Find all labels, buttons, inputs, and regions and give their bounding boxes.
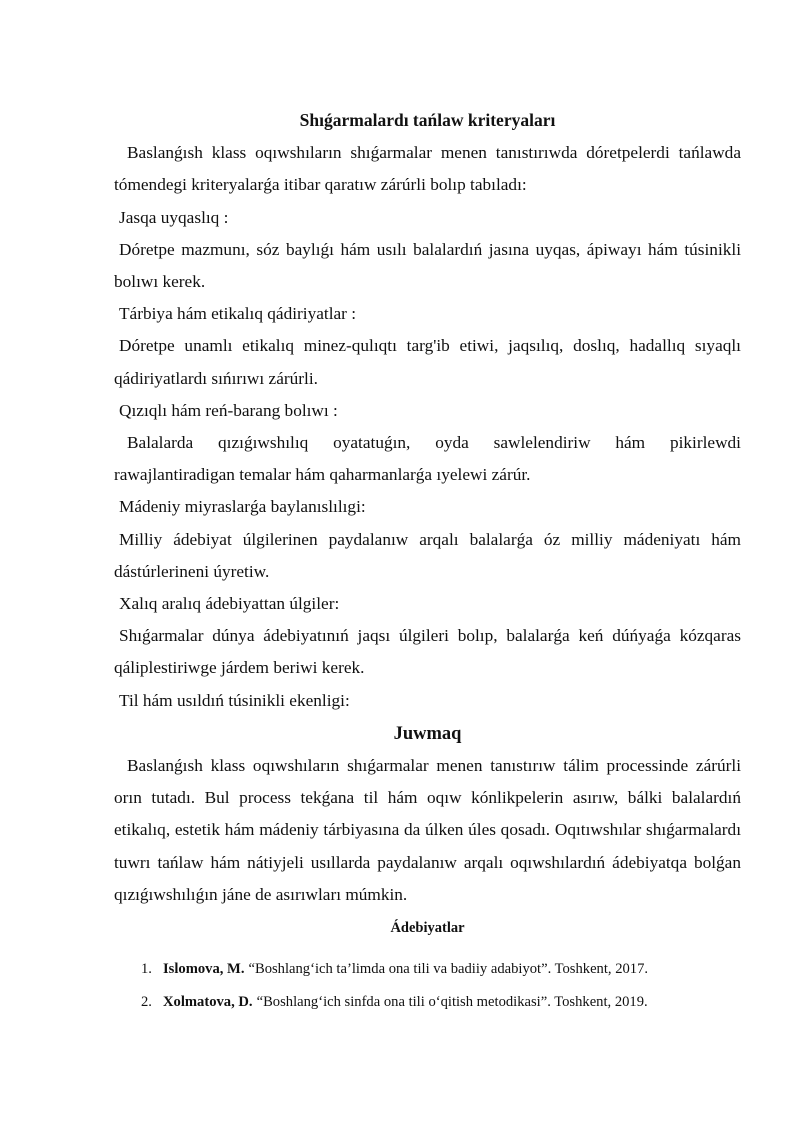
references-heading: Ádebiyatlar [390, 920, 465, 937]
reference-number: 1. [141, 961, 152, 978]
criterion-heading: Jasqa uyqaslıq : [119, 207, 229, 227]
criterion-text: Dóretpe mazmunı, sóz baylıǵı hám usılı balalardıń jasına uyqas, ápiwayı hám túsinikli bolıwı kerek. [114, 239, 741, 292]
criterion-heading: Til hám usıldıń túsinikli ekenligi: [119, 690, 350, 710]
reference-title: “Boshlang‘ich sinfda ona tili o‘qitish metodikasi”. Toshkent, 2019. [256, 994, 648, 1011]
criterion-heading: Mádeniy miyraslarǵa baylanıslılıgi: [119, 497, 366, 517]
criterion-heading: Tárbiya hám etikalıq qádiriyatlar : [119, 304, 357, 324]
criterion-text: Dóretpe unamlı etikalıq minez-qulıqtı targ'ib etiwi, jaqsılıq, doslıq, hadallıq sıyaqlı qádiriyatlardı sıńırıwı zárúrli. [114, 336, 741, 388]
reference-author: Islomova, M. [163, 961, 245, 978]
reference-title: “Boshlang‘ich ta’limda ona tili va badiiy adabiyot”. Toshkent, 2017. [248, 961, 649, 978]
document-title: Shıǵarmalardı tańlaw kriteryaları [299, 110, 556, 130]
reference-author: Xolmatova, D. [163, 994, 253, 1011]
document-body [114, 104, 741, 1025]
intro-paragraph: Baslanǵısh klass oqıwshıların shıǵarmalar menen tanıstırıwda dóretpelerdi tańlawda tómendegi kriteryalarǵa itibar qaratıw zárúrli bolıp tabıladı: [114, 143, 741, 195]
reference-entry [163, 992, 648, 1012]
criterion-text: Shıǵarmalar dúnya ádebiyatınıń jaqsı úlgileri bolıp, balalarǵa keń dúńyaǵa kózqaras qáliplestiriwge járdem beriwi kerek. [114, 626, 741, 678]
criterion-text: Balalarda qızıǵıwshılıq oyatatuǵın, oyda sawlelendiriw hám pikirlewdi rawajlantiradigan temalar hám qaharmanlarǵa ıyelewi zárúr. [114, 433, 741, 485]
conclusion-heading: Juwmaq [393, 723, 462, 744]
criterion-text: Milliy ádebiyat úlgilerinen paydalanıw arqalı balalarǵa óz milliy mádeniyatı hám dástúrlerineni úyretiw. [114, 529, 741, 581]
criterion-heading: Qızıqlı hám reń-barang bolıwı : [119, 400, 338, 420]
reference-number: 2. [141, 994, 152, 1011]
reference-item [114, 959, 741, 979]
conclusion-paragraph: Baslanǵısh klass oqıwshıların shıǵarmalar menen tanıstırıw tálim processinde zárúrli orın tutadı. Bul process tekǵana til hám oqıw kónlikpelerin asırıw, bálki balalardıń etikalıq, estetik hám mádeniy tárbiyasına da úlken úles qosadı. Oqıtıwshılar shıǵarmalardı tuwrı tańlaw hám nátiyjeli usıllarda paydalanıw arqalı oqıwshılardıń ádebiyatqa bolǵan qızıǵıwshılıǵın jáne de asırıwları múmkin. [114, 756, 741, 904]
reference-entry [163, 959, 648, 979]
reference-item [114, 992, 741, 1012]
criterion-heading: Xalıq aralıq ádebiyattan úlgiler: [119, 594, 340, 614]
references-list [114, 959, 741, 1012]
